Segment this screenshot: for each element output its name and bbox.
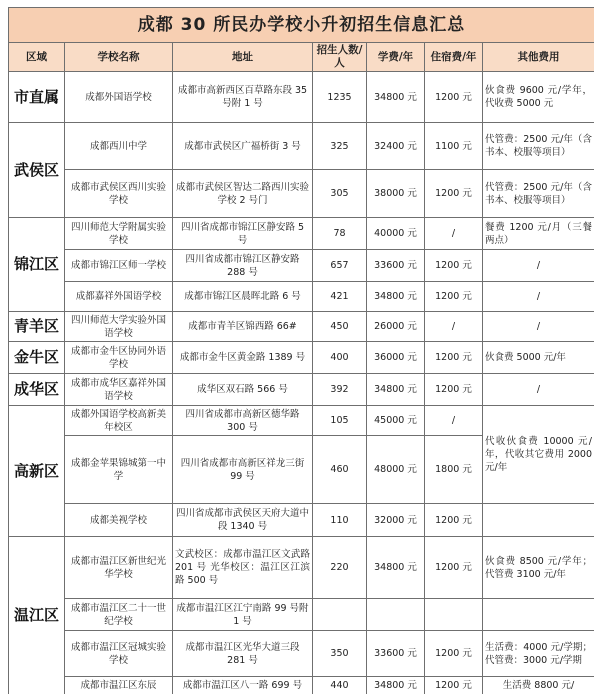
school-address: 文武校区：成都市温江区文武路 201 号 光华校区：温江区江滨路 500 号 <box>173 537 313 599</box>
tuition: 32400 元 <box>367 123 425 170</box>
header-school-name: 学校名称 <box>65 43 173 72</box>
header-region: 区域 <box>9 43 65 72</box>
enrollment: 220 <box>313 537 367 599</box>
boarding-fee: 1200 元 <box>425 250 483 282</box>
tuition <box>367 599 425 631</box>
boarding-fee: 1200 元 <box>425 631 483 677</box>
table-row <box>9 537 595 599</box>
region-cell: 青羊区 <box>9 312 65 342</box>
school-address: 成都市温江区光华大道三段 281 号 <box>173 631 313 677</box>
tuition: 34800 元 <box>367 282 425 312</box>
boarding-fee: 1200 元 <box>425 72 483 123</box>
school-address: 成都市高新西区百草路东段 35 号附 1 号 <box>173 72 313 123</box>
school-address: 成华区双石路 566 号 <box>173 374 313 406</box>
table-row <box>9 250 595 282</box>
region-cell: 武侯区 <box>9 123 65 218</box>
tuition: 33600 元 <box>367 250 425 282</box>
school-name: 成都嘉祥外国语学校 <box>65 282 173 312</box>
other-fees: / <box>483 250 595 282</box>
school-name: 成都市温江区新世纪光华学校 <box>65 537 173 599</box>
boarding-fee <box>425 599 483 631</box>
other-fees: 伙食费 9600 元/学年，代收费 5000 元 <box>483 72 595 123</box>
school-address: 成都市锦江区晨晖北路 6 号 <box>173 282 313 312</box>
school-address: 成都市武侯区广福桥街 3 号 <box>173 123 313 170</box>
table-row <box>9 599 595 631</box>
enrollment <box>313 599 367 631</box>
enrollment: 460 <box>313 436 367 504</box>
enrollment: 305 <box>313 170 367 218</box>
school-name: 成都外国语学校 <box>65 72 173 123</box>
enrollment: 450 <box>313 312 367 342</box>
region-cell: 高新区 <box>9 406 65 537</box>
tuition: 33600 元 <box>367 631 425 677</box>
header-enrollment: 招生人数/人 <box>313 43 367 72</box>
enrollment: 78 <box>313 218 367 250</box>
header-other-fees: 其他费用 <box>483 43 595 72</box>
enrollment: 392 <box>313 374 367 406</box>
school-name: 成都市金牛区协同外语学校 <box>65 342 173 374</box>
table-row <box>9 374 595 406</box>
school-address: 成都市温江区江宁南路 99 号附 1 号 <box>173 599 313 631</box>
tuition: 26000 元 <box>367 312 425 342</box>
boarding-fee: / <box>425 312 483 342</box>
school-name: 成都市锦江区师一学校 <box>65 250 173 282</box>
school-name: 成都西川中学 <box>65 123 173 170</box>
school-address: 四川省成都市高新区祥龙三街 99 号 <box>173 436 313 504</box>
enrollment: 110 <box>313 504 367 537</box>
table-row <box>9 282 595 312</box>
header-row <box>9 43 595 72</box>
table-row <box>9 406 595 436</box>
enrollment: 350 <box>313 631 367 677</box>
school-name: 成都金苹果锦城第一中学 <box>65 436 173 504</box>
enrollment: 400 <box>313 342 367 374</box>
other-fees: 伙食费 5000 元/年 <box>483 342 595 374</box>
school-address: 四川省成都市锦江区静安路 288 号 <box>173 250 313 282</box>
boarding-fee: / <box>425 218 483 250</box>
school-address: 四川省成都市锦江区静安路 5 号 <box>173 218 313 250</box>
school-info-table <box>8 7 594 694</box>
boarding-fee: / <box>425 406 483 436</box>
table-row <box>9 504 595 537</box>
school-name: 成都市温江区二十一世纪学校 <box>65 599 173 631</box>
table-row <box>9 631 595 677</box>
region-cell: 市直属 <box>9 72 65 123</box>
tuition: 34800 元 <box>367 72 425 123</box>
table-row <box>9 218 595 250</box>
table-row <box>9 312 595 342</box>
other-fees <box>483 504 595 537</box>
header-tuition: 学费/年 <box>367 43 425 72</box>
enrollment: 421 <box>313 282 367 312</box>
school-address: 成都市金牛区黄金路 1389 号 <box>173 342 313 374</box>
table-row <box>9 677 595 694</box>
school-address: 成都市武侯区智达二路西川实验学校 2 号门 <box>173 170 313 218</box>
enrollment: 325 <box>313 123 367 170</box>
other-fees: 代收伙食费 10000 元/年，代收其它费用 2000 元/年 <box>483 406 595 504</box>
tuition: 38000 元 <box>367 170 425 218</box>
other-fees: 伙食费 8500 元/学年；代管费 3100 元/年 <box>483 537 595 599</box>
boarding-fee: 1200 元 <box>425 170 483 218</box>
tuition: 34800 元 <box>367 374 425 406</box>
school-address: 四川省成都市武侯区天府大道中段 1340 号 <box>173 504 313 537</box>
region-cell: 成华区 <box>9 374 65 406</box>
boarding-fee: 1200 元 <box>425 677 483 694</box>
boarding-fee: 1200 元 <box>425 504 483 537</box>
other-fees: / <box>483 312 595 342</box>
school-name: 四川师范大学实验外国语学校 <box>65 312 173 342</box>
enrollment: 440 <box>313 677 367 694</box>
enrollment: 1235 <box>313 72 367 123</box>
region-cell: 温江区 <box>9 537 65 694</box>
tuition: 34800 元 <box>367 677 425 694</box>
school-name: 成都市武侯区西川实验学校 <box>65 170 173 218</box>
school-name: 成都市温江区冠城实验学校 <box>65 631 173 677</box>
region-cell: 锦江区 <box>9 218 65 312</box>
other-fees: 生活费 8800 元/ <box>483 677 595 694</box>
header-boarding: 住宿费/年 <box>425 43 483 72</box>
other-fees: / <box>483 374 595 406</box>
boarding-fee: 1100 元 <box>425 123 483 170</box>
other-fees: 餐费 1200 元/月（三餐两点） <box>483 218 595 250</box>
other-fees: 生活费：4000 元/学期；代管费：3000 元/学期 <box>483 631 595 677</box>
other-fees: / <box>483 282 595 312</box>
school-name: 成都美视学校 <box>65 504 173 537</box>
table-row <box>9 342 595 374</box>
tuition: 45000 元 <box>367 406 425 436</box>
tuition: 34800 元 <box>367 537 425 599</box>
other-fees: 代管费：2500 元/年（含书本、校服等项目） <box>483 170 595 218</box>
tuition: 48000 元 <box>367 436 425 504</box>
boarding-fee: 1200 元 <box>425 374 483 406</box>
school-name: 成都外国语学校高新美年校区 <box>65 406 173 436</box>
table-row <box>9 72 595 123</box>
school-name: 成都市成华区嘉祥外国语学校 <box>65 374 173 406</box>
school-address: 成都市青羊区锦西路 66# <box>173 312 313 342</box>
tuition: 32000 元 <box>367 504 425 537</box>
school-address: 成都市温江区八一路 699 号 <box>173 677 313 694</box>
boarding-fee: 1200 元 <box>425 342 483 374</box>
enrollment: 105 <box>313 406 367 436</box>
tuition: 36000 元 <box>367 342 425 374</box>
boarding-fee: 1200 元 <box>425 282 483 312</box>
boarding-fee: 1200 元 <box>425 537 483 599</box>
region-cell: 金牛区 <box>9 342 65 374</box>
enrollment: 657 <box>313 250 367 282</box>
other-fees: 代管费：2500 元/年（含书本、校服等项目） <box>483 123 595 170</box>
table-row <box>9 123 595 170</box>
school-address: 四川省成都市高新区德华路 300 号 <box>173 406 313 436</box>
school-info-table-container <box>8 7 594 694</box>
title-row <box>9 8 595 43</box>
table-row <box>9 170 595 218</box>
tuition: 40000 元 <box>367 218 425 250</box>
table-title: 成都 30 所民办学校小升初招生信息汇总 <box>9 8 595 43</box>
header-address: 地址 <box>173 43 313 72</box>
other-fees <box>483 599 595 631</box>
school-name: 四川师范大学附属实验学校 <box>65 218 173 250</box>
boarding-fee: 1800 元 <box>425 436 483 504</box>
school-name: 成都市温江区东辰 <box>65 677 173 694</box>
